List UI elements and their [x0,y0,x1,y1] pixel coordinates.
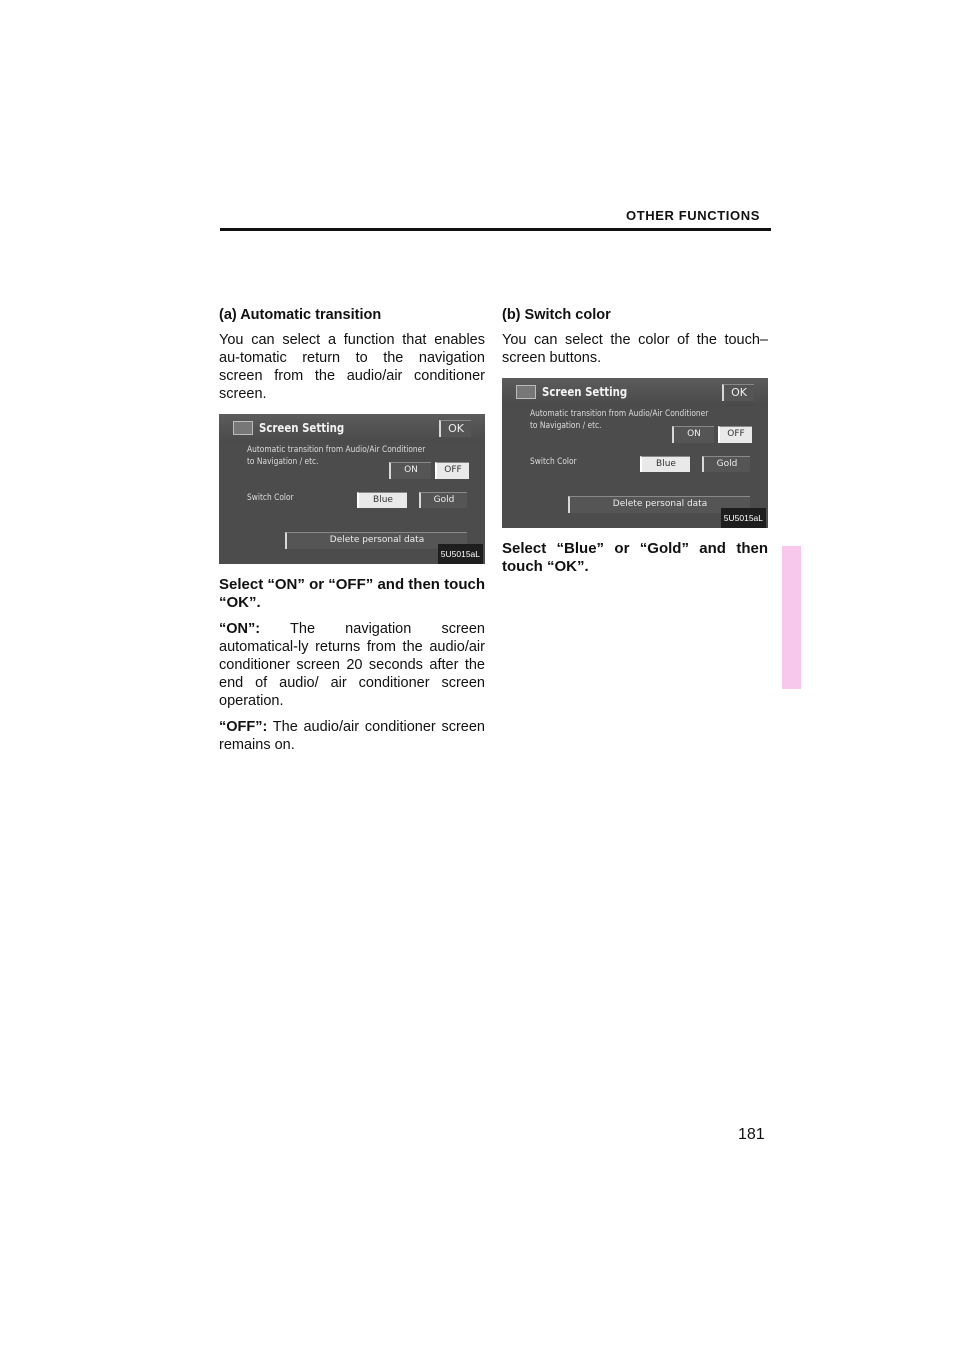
right-column [502,306,768,576]
automatic-transition-label-line1: Automatic transition from Audio/Air Conditioner [247,445,426,455]
on-term: “ON”: [219,621,261,637]
delete-personal-data-button[interactable]: Delete personal data [285,532,467,549]
screen-icon [516,385,536,399]
ok-button[interactable]: OK [722,384,754,401]
screen-title: Screen Setting [259,421,345,435]
delete-personal-data-button[interactable]: Delete personal data [568,496,750,513]
on-button[interactable]: ON [389,462,431,479]
switch-color-label: Switch Color [530,457,577,467]
ok-button[interactable]: OK [439,420,471,437]
section-title: OTHER FUNCTIONS [626,208,760,223]
on-desc: The navigation screen automatical-ly returns from the audio/air conditioner screen 20 seconds after the end of audio/ air conditioner screen operation. [219,621,485,709]
off-description [219,718,485,754]
instruction-blue-gold: Select “Blue” or “Gold” and then touch “OK”. [502,540,768,575]
header-rule [220,228,771,231]
off-button[interactable]: OFF [435,462,469,479]
screen-title: Screen Setting [542,385,628,399]
automatic-transition-label-line2: to Navigation / etc. [530,421,602,431]
section-heading-switch-color: (b) Switch color [502,307,611,323]
figure-id: 5U5015aL [438,544,483,564]
automatic-transition-label-line1: Automatic transition from Audio/Air Conditioner [530,409,709,419]
off-button[interactable]: OFF [718,426,752,443]
section-heading-automatic-transition: (a) Automatic transition [219,307,382,323]
screen-setting-screenshot [219,414,485,564]
on-description [219,620,485,710]
screen-icon [233,421,253,435]
switch-color-label: Switch Color [247,493,294,503]
blue-button[interactable]: Blue [640,456,690,472]
intro-text: You can select a function that enables au-tomatic return to the navigation screen from the audio/air conditioner screen. [219,332,485,402]
blue-button[interactable]: Blue [357,492,407,508]
off-desc: The audio/air conditioner screen remains on. [219,719,485,753]
intro-text-switch-color: You can select the color of the touch– screen buttons. [502,332,768,366]
page-number: 181 [738,1126,765,1143]
off-term: “OFF”: [219,719,268,735]
gold-button[interactable]: Gold [702,456,750,472]
on-button[interactable]: ON [672,426,714,443]
screen-setting-screenshot-2 [502,378,768,528]
instruction-on-off: Select “ON” or “OFF” and then touch “OK”. [219,576,485,611]
figure-id: 5U5015aL [721,508,766,528]
chapter-tab [782,546,801,689]
gold-button[interactable]: Gold [419,492,467,508]
automatic-transition-label-line2: to Navigation / etc. [247,457,319,467]
left-column [219,306,485,754]
